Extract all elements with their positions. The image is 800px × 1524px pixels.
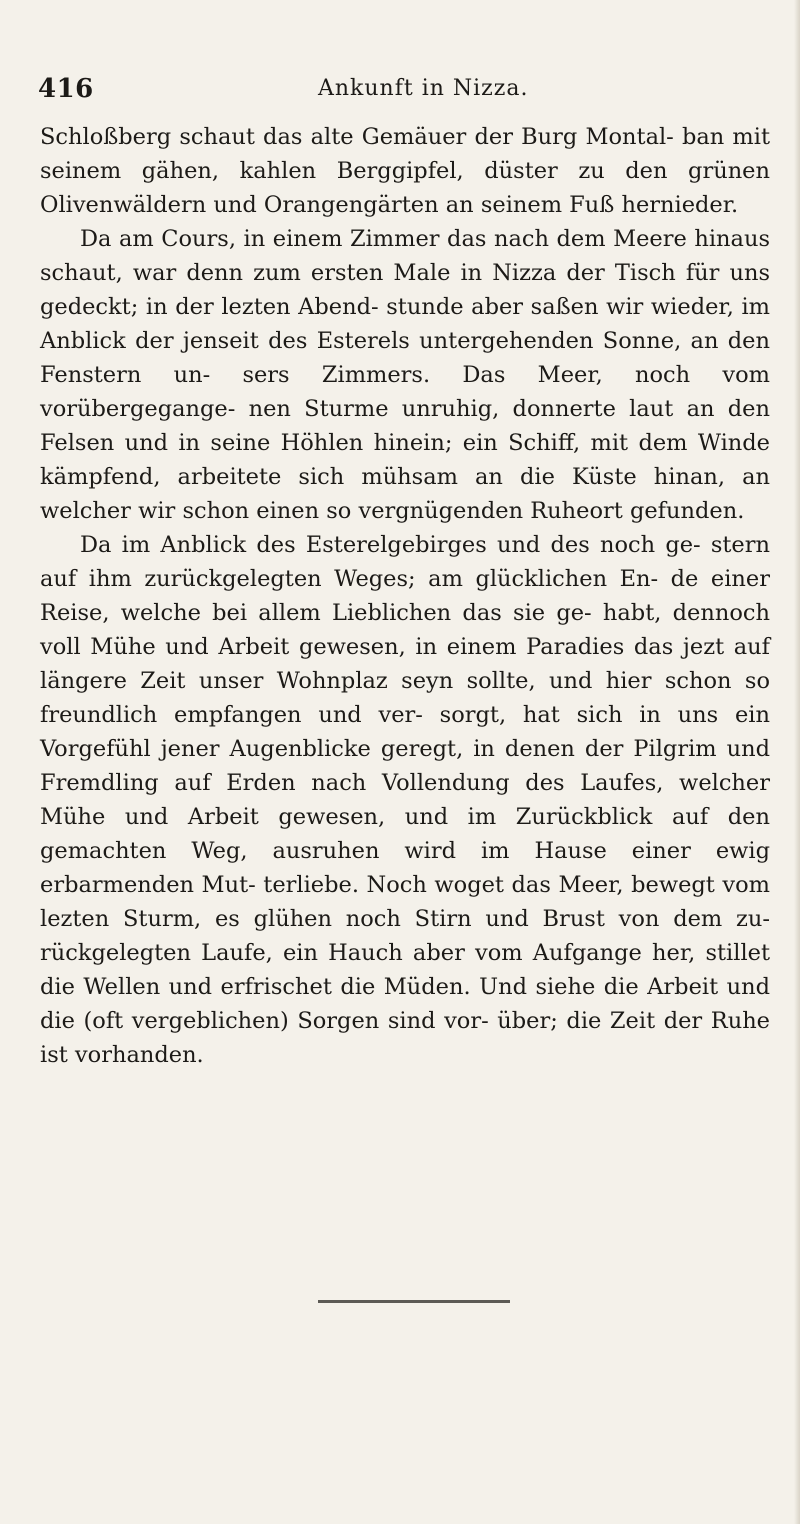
page-number: 416 (38, 74, 94, 104)
paragraph: Schloßberg schaut das alte Gemäuer der Burg Montal- ban mit seinem gähen, kahlen Berggipfel, düster zu den grünen Olivenwäldern und Orangengärten an seinem Fuß hernieder. (40, 124, 770, 218)
paragraph: Da am Cours, in einem Zimmer das nach dem Meere hinaus schaut, war denn zum ersten Male in Nizza der Tisch für uns gedeckt; in der lezten Abend- stunde aber saßen wir wieder, im Anblick der jenseit des Esterels untergehenden Sonne, an den Fenstern un- sers Zimmers. Das Meer, noch vom vorübergegange- nen Sturme unruhig, donnerte laut an den Felsen und in seine Höhlen hinein; ein Schiff, mit dem Winde kämpfend, arbeitete sich mühsam an die Küste hinan, an welcher wir schon einen so vergnügenden Ruheort gefunden. (40, 226, 770, 524)
running-head: Ankunft in Nizza. (318, 76, 529, 101)
page-edge-shadow (794, 0, 800, 1524)
body-text (40, 120, 770, 1072)
paragraph: Da im Anblick des Esterelgebirges und des noch ge- stern auf ihm zurückgelegten Weges; am glücklichen En- de einer Reise, welche bei allem Lieblichen das sie ge- habt, dennoch voll Mühe und Arbeit gewesen, in einem Paradies das jezt auf längere Zeit unser Wohnplaz seyn sollte, und hier schon so freundlich empfangen und ver- sorgt, hat sich in uns ein Vorgefühl jener Augenblicke geregt, in denen der Pilgrim und Fremdling auf Erden nach Vollendung des Laufes, welcher Mühe und Arbeit gewesen, und im Zurückblick auf den gemachten Weg, ausruhen wird im Hause einer ewig erbarmenden Mut- terliebe. Noch woget das Meer, bewegt vom lezten Sturm, es glühen noch Stirn und Brust von dem zu- rückgelegten Laufe, ein Hauch aber vom Aufgange her, stillet die Wellen und erfrischet die Müden. Und siehe die Arbeit und die (oft vergeblichen) Sorgen sind vor- über; die Zeit der Ruhe ist vorhanden. (40, 532, 770, 1068)
section-end-rule (318, 1300, 510, 1303)
page-header (38, 70, 768, 110)
